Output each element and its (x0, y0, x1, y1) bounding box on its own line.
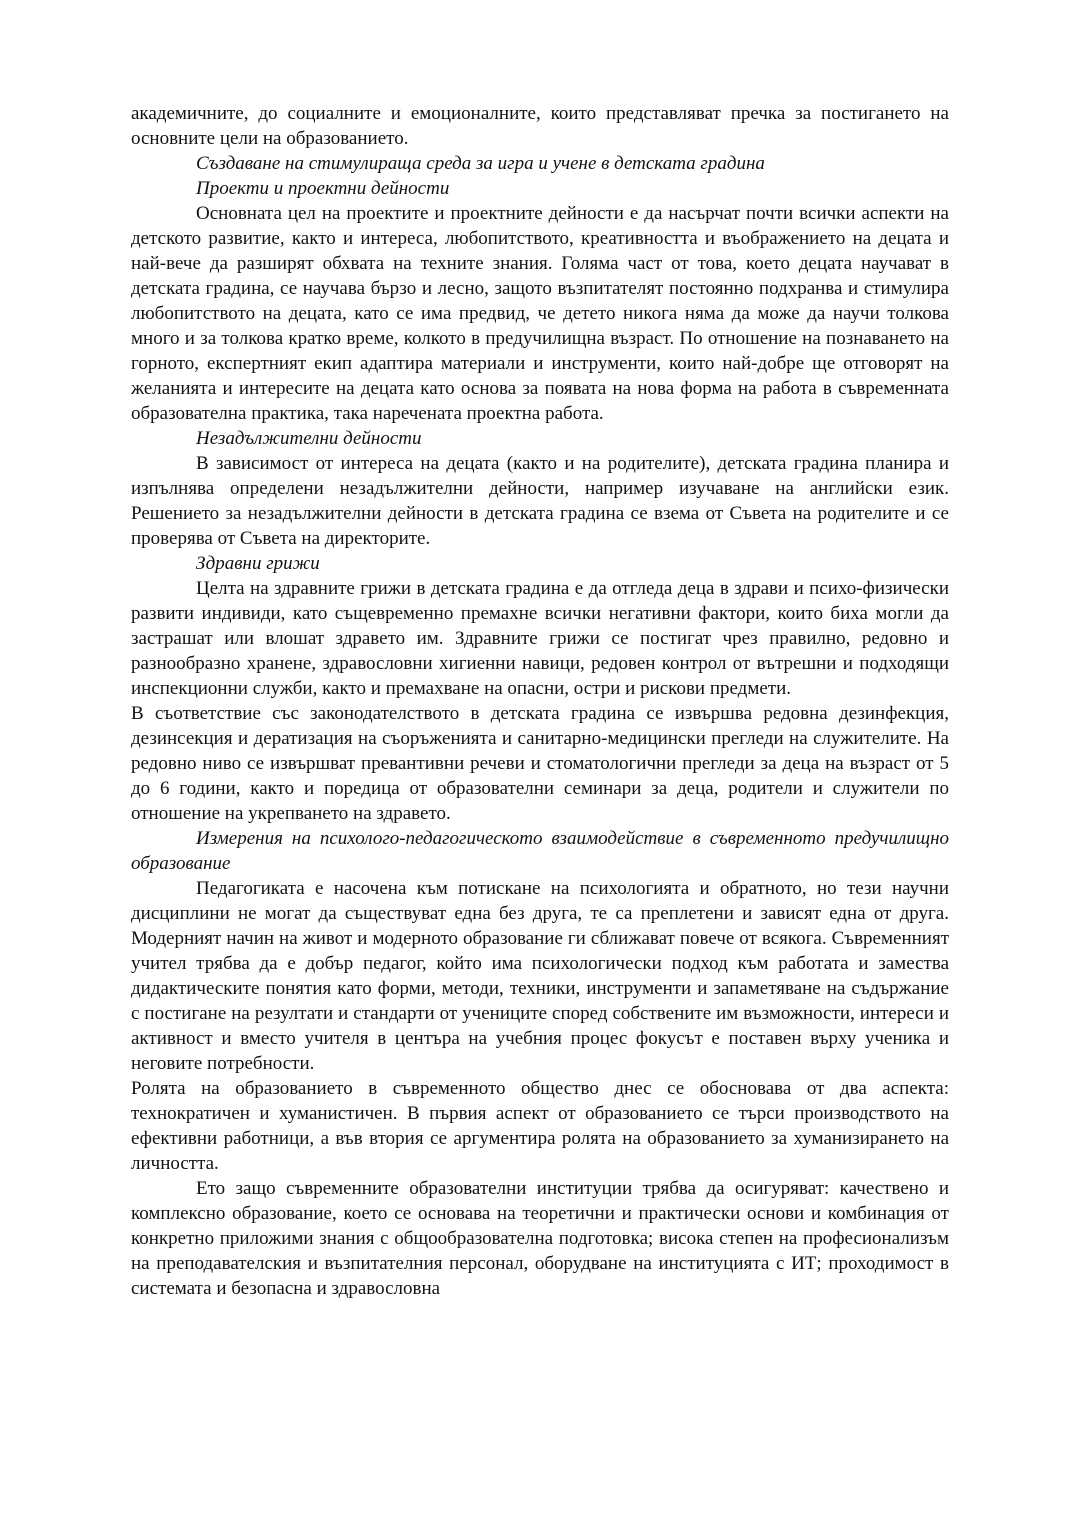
paragraph-continuation: академичните, до социалните и емоционалните, които представляват пречка за постигането на основните цели на образованието. (131, 103, 949, 149)
section-heading-optional-activities: Незадължителни дейности (196, 428, 422, 449)
paragraph-role-of-education: Ролята на образованието в съвременното общество днес се обосновава от два аспекта: технократичен и хуманистичен. В първия аспект от образованието се търси производството на ефективни работници, а във втория се аргументира ролята на образованието за хуманизирането на личността. (131, 1078, 949, 1174)
paragraph-optional-activities: В зависимост от интереса на децата (както и на родителите), детската градина планира и изпълнява определени незадължителни дейности, например изучаване на английски език. Решението за незадължителни дейности в детската градина се взема от Съвета на родителите и се проверява от Съвета на директорите. (131, 453, 949, 549)
section-heading-dimensions: Измерения на психолого-педагогическото взаимодействие в съвременното предучилищно образование (131, 828, 949, 874)
paragraph-pedagogy: Педагогиката е насочена към потискане на психологията и обратното, но тези научни дисциплини не могат да съществуват една без друга, те са преплетени и зависят една от друга. Модерният начин на живот и модерното образование ги сближават повече от всякога. Съвременният учител трябва да е добър педагог, който има психологически подход към работата и замества дидактическите понятия като форми, методи, техники, инструменти и запаметяване на съдържание с постигане на резултати и стандарти от учениците според собствените им възможности, интереси и активност и вместо учителя в центъра на учебния процес фокусът е поставен върху ученика и неговите потребности. (131, 878, 949, 1074)
paragraph-disinfection: В съответствие със законодателството в детската градина се извършва редовна дезинфекция, дезинсекция и дератизация на съоръженията и санитарно-медицински прегледи на служителите. На редовно ниво се извършват превантивни речеви и стоматологични прегледи за деца на възраст от 5 до 6 години, както и поредица от образователни семинари за деца, родители и служители по отношение на укрепването на здравето. (131, 703, 949, 824)
section-heading-stimulating-environment: Създаване на стимулираща среда за игра и учене в детската градина (196, 153, 765, 174)
document-page (131, 101, 949, 1301)
paragraph-health-care: Целта на здравните грижи в детската градина е да отгледа деца в здрави и психо-физически развити индивиди, като същевременно премахне всички негативни фактори, които биха могли да застрашат или влошат здравето им. Здравните грижи се постигат чрез правилно, редовно и разнообразно хранене, здравословни хигиенни навици, редовен контрол от вътрешни и подходящи инспекционни служби, както и премахване на опасни, остри и рискови предмети. (131, 578, 949, 699)
paragraph-projects: Основната цел на проектите и проектните дейности е да насърчат почти всички аспекти на детското развитие, както и интереса, любопитството, креативността и въображението на децата и най-вече да разширят обхвата на техните знания. Голяма част от това, което децата научават в детската градина, се научава бързо и лесно, защото възпитателят постоянно подхранва и стимулира любопитството на децата, като се има предвид, че детето никога няма да може да научи толкова много и за толкова кратко време, колкото в предучилищна възраст. По отношение на познаването на горното, експертният екип адаптира материали и инструменти, които най-добре ще отговорят на желанията и интересите на децата като основа за появата на нова форма на работа в съвременната образователна практика, така наречената проектна работа. (131, 203, 949, 424)
section-heading-projects: Проекти и проектни дейности (196, 178, 450, 199)
paragraph-institutions: Ето защо съвременните образователни институции трябва да осигуряват: качествено и комплексно образование, което се основава на теоретични и практически основи и комбинация от конкретно приложими знания с общообразователна подготовка; висока степен на професионализъм на преподавателския и възпитателния персонал, оборудване на институцията с ИТ; проходимост в системата и безопасна и здравословна (131, 1178, 949, 1299)
section-heading-health-care: Здравни грижи (196, 553, 320, 574)
